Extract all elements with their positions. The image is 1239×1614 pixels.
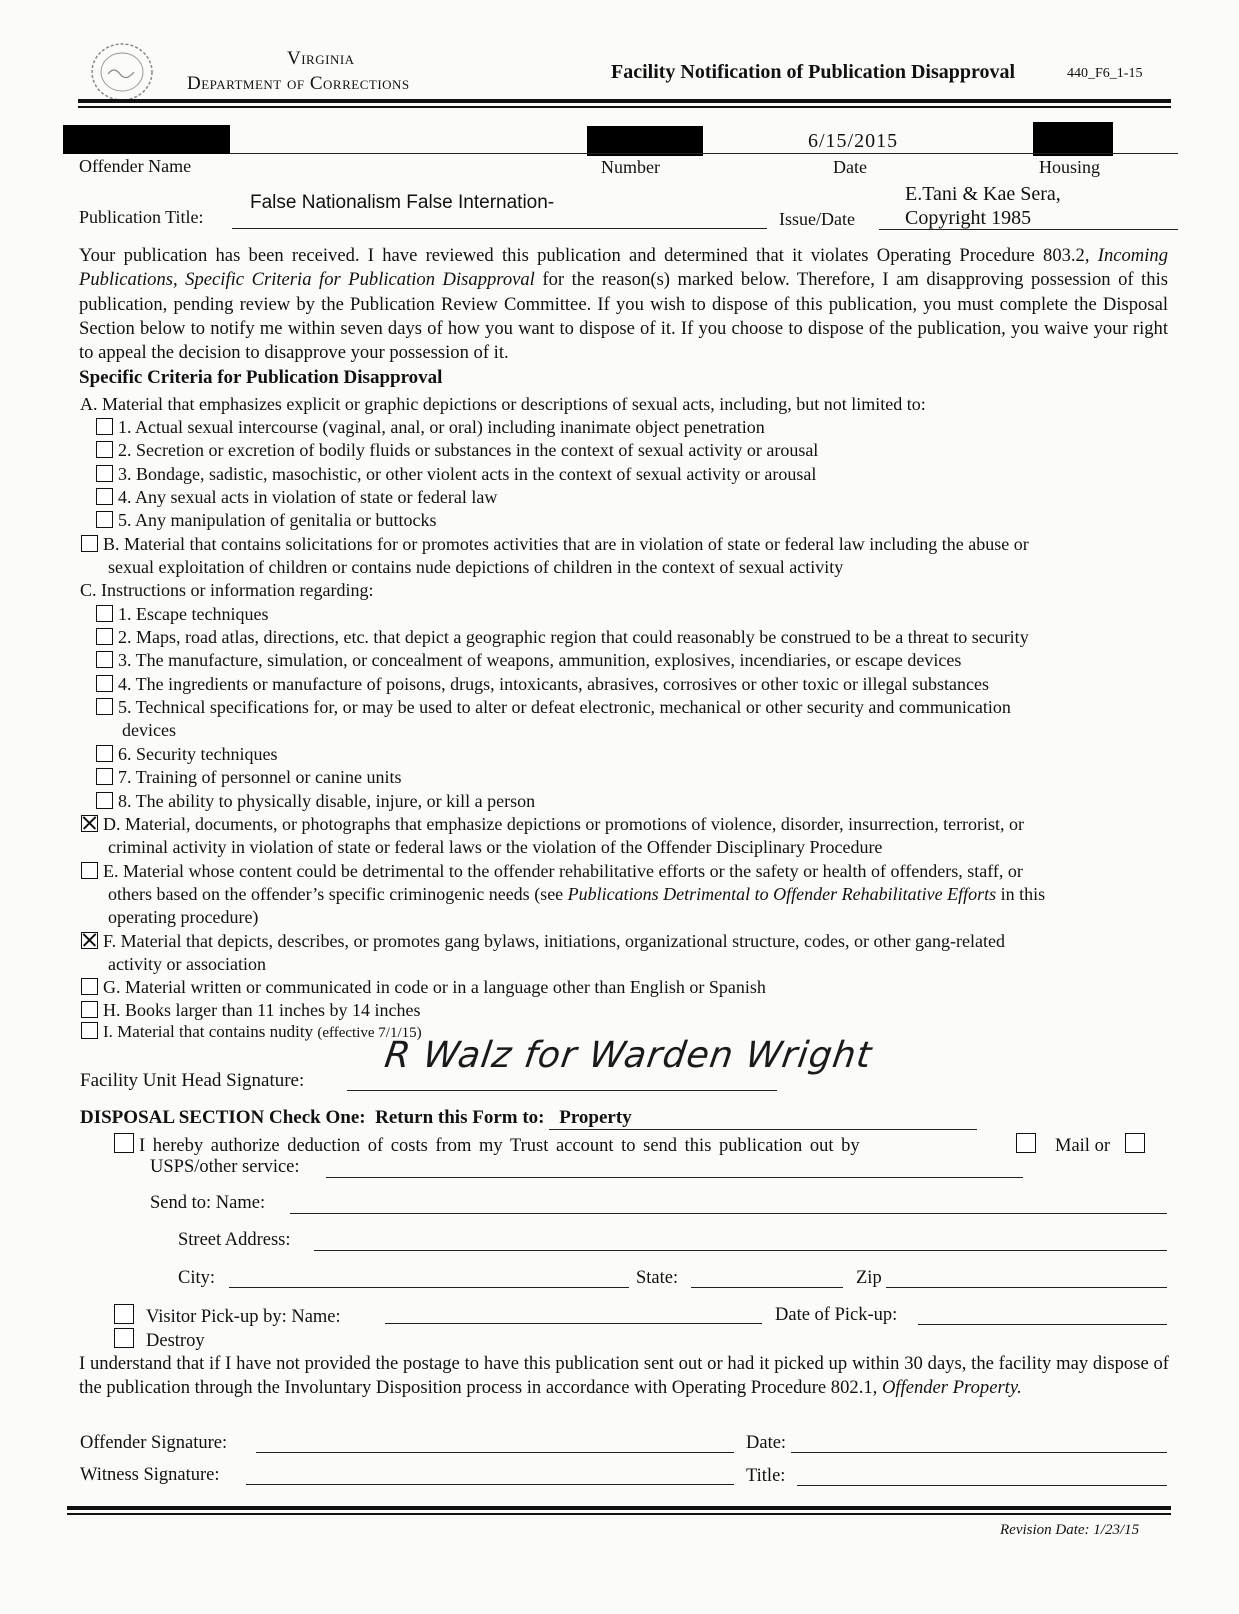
facility-signature[interactable]: R Walz for Warden Wright [382,1035,875,1076]
return-value[interactable]: Property [549,1107,977,1130]
intro-paragraph: Your publication has been received. I have reviewed this publication and determined that it violates Operating Procedure 803.2, Incoming Publications, Specific Criteria for Publication Disapproval for the reason(s) marked below. Therefore, I am disapproving possession of this publication, pending review by the Publication Review Committee. If you wish to dispose of this publication, you must complete the Disposal Section below to notify me within seven days of how you want to dispose of it. If you choose to dispose of the publication, you waive your right to appeal the decision to disapprove your possession of it. [79,245,1168,364]
form-title: Facility Notification of Publication Disapproval [611,61,1016,83]
publication-title-label: Publication Title: [79,207,204,227]
criteria-a5: 5. Any manipulation of genitalia or buttocks [96,509,436,531]
state-line[interactable] [691,1287,843,1288]
checkbox-usps[interactable] [1125,1133,1145,1153]
criteria-c8: 8. The ability to physically disable, injure, or kill a person [96,790,535,812]
criteria-c4: 4. The ingredients or manufacture of poisons, drugs, intoxicants, abrasives, corrosives or other toxic or illegal substances [96,673,989,695]
checkbox-f[interactable] [81,932,98,949]
facility-signature-label: Facility Unit Head Signature: [80,1070,305,1091]
criteria-b-cont: sexual exploitation of children or contains nude depictions of children in the context of sexual activity [108,557,844,577]
visitor-option: Visitor Pick-up by: Name: [114,1304,341,1328]
checkbox-c4[interactable] [96,675,113,692]
criteria-a3: 3. Bondage, sadistic, masochistic, or other violent acts in the context of sexual activity or arousal [96,463,816,485]
checkbox-c5[interactable] [96,698,113,715]
criteria-e: E. Material whose content could be detrimental to the offender rehabilitative efforts or the safety or health of offenders, staff, or [81,860,1023,882]
criteria-c: C. Instructions or information regarding: [80,580,374,600]
criteria-c6: 6. Security techniques [96,743,277,765]
criteria-b: B. Material that contains solicitations for or promotes activities that are in violation of state or federal law including the abuse or [81,533,1029,555]
offender-date-label: Date: [746,1433,787,1453]
checkbox-authorize[interactable] [114,1133,134,1153]
criteria-f: F. Material that depicts, describes, or promotes gang bylaws, initiations, organizational structure, codes, or other gang-related [81,930,1005,952]
criteria-a4: 4. Any sexual acts in violation of state or federal law [96,486,497,508]
checkbox-g[interactable] [81,978,98,995]
criteria-a: A. Material that emphasizes explicit or graphic depictions or descriptions of sexual acts, including, but not limited to: [80,394,926,414]
form-code: 440_F6_1-15 [1067,66,1143,81]
checkbox-c8[interactable] [96,792,113,809]
checkbox-visitor[interactable] [114,1304,134,1324]
housing-label: Housing [1039,157,1101,177]
disposal-heading: DISPOSAL SECTION Check One: Return this Form to: Property [80,1107,977,1130]
facility-signature-line [347,1090,777,1091]
witness-signature-line[interactable] [246,1484,734,1485]
criteria-g: G. Material written or communicated in code or in a language other than English or Spanish [81,976,766,998]
send-to-label: Send to: Name: [150,1193,266,1213]
agency-line1: Virginia [287,48,355,69]
offender-line [230,153,1178,154]
visitor-name-line[interactable] [385,1323,762,1324]
criteria-d-cont: criminal activity in violation of state or federal laws or the violation of the Offender Disciplinary Procedure [108,837,883,857]
criteria-c7: 7. Training of personnel or canine units [96,766,401,788]
checkbox-c6[interactable] [96,745,113,762]
witness-signature-label: Witness Signature: [80,1465,220,1485]
send-to-name-line[interactable] [290,1213,1167,1214]
checkbox-a3[interactable] [96,465,113,482]
checkbox-a1[interactable] [96,418,113,435]
checkbox-e[interactable] [81,862,98,879]
offender-signature-line[interactable] [256,1452,734,1453]
criteria-h: H. Books larger than 11 inches by 14 inches [81,999,420,1021]
criteria-c3: 3. The manufacture, simulation, or concealment of weapons, ammunition, explosives, incendiaries, or escape devices [96,649,961,671]
number-label: Number [601,157,660,177]
seal-logo [90,42,154,102]
criteria-a1: 1. Actual sexual intercourse (vaginal, anal, or oral) including inanimate object penetration [96,416,765,438]
redacted-name [63,125,230,154]
understand-paragraph: I understand that if I have not provided the postage to have this publication sent out or had it picked up within 30 days, the facility may dispose of the publication through the Involuntary Disposition process in accordance with Operating Procedure 802.1, Offender Property. [79,1353,1169,1399]
publication-title-line [232,228,767,229]
checkbox-destroy[interactable] [114,1328,134,1348]
checkbox-c2[interactable] [96,628,113,645]
criteria-c5-cont: devices [122,720,176,740]
criteria-f-cont: activity or association [108,954,266,974]
criteria-e-cont: others based on the offender’s specific criminogenic needs (see Publications Detrimental to Offender Rehabilitative Efforts in this [108,884,1046,904]
redacted-number [587,126,703,156]
checkbox-c1[interactable] [96,605,113,622]
checkbox-c7[interactable] [96,768,113,785]
header-rule-thin [78,106,1171,108]
revision-date: Revision Date: 1/23/15 [1000,1522,1140,1538]
checkbox-c3[interactable] [96,651,113,668]
pickup-date-line[interactable] [918,1324,1167,1325]
zip-label: Zip [856,1268,882,1288]
checkbox-d[interactable] [81,815,98,832]
zip-line[interactable] [886,1287,1167,1288]
usps-label: USPS/other service: [150,1157,300,1177]
city-label: City: [178,1268,216,1288]
redacted-housing [1033,122,1113,156]
criteria-heading: Specific Criteria for Publication Disapproval [79,367,443,388]
pickup-date-label: Date of Pick-up: [775,1305,898,1325]
checkbox-a2[interactable] [96,441,113,458]
footer-rule-thin [67,1513,1171,1515]
criteria-c2: 2. Maps, road atlas, directions, etc. that depict a geographic region that could reasonably be construed to be a threat to security [96,626,1029,648]
mail-option: Mail or [1016,1133,1150,1157]
footer-rule-thick [67,1506,1171,1510]
criteria-c5: 5. Technical specifications for, or may be used to alter or defeat electronic, mechanical or other security and communication [96,696,1011,718]
checkbox-b[interactable] [81,535,98,552]
checkbox-a5[interactable] [96,511,113,528]
issue-date-line [879,229,1178,230]
agency-line2: Department of Corrections [187,73,410,94]
checkbox-h[interactable] [81,1001,98,1018]
destroy-option: Destroy [114,1328,205,1352]
offender-date-line[interactable] [791,1452,1167,1453]
issue-date-label: Issue/Date [779,209,855,229]
issue-value-line1[interactable]: E.Tani & Kae Sera, [905,183,1061,205]
street-address-label: Street Address: [178,1230,291,1250]
offender-name-label: Offender Name [79,156,192,176]
criteria-e-cont2: operating procedure) [108,907,259,927]
street-address-line[interactable] [314,1250,1167,1251]
checkbox-a4[interactable] [96,488,113,505]
usps-line[interactable] [326,1177,1023,1178]
authorize-option: I hereby authorize deduction of costs from my Trust account to send this publication out by [114,1133,860,1157]
state-label: State: [636,1268,679,1288]
header-rule-thick [78,99,1171,103]
city-line[interactable] [229,1287,629,1288]
criteria-d: D. Material, documents, or photographs that emphasize depictions or promotions of violence, disorder, insurrection, terrorist, or [81,813,1024,835]
date-label: Date [833,157,867,177]
offender-signature-label: Offender Signature: [80,1433,228,1453]
date-value[interactable]: 6/15/2015 [808,130,899,152]
criteria-c1: 1. Escape techniques [96,603,268,625]
checkbox-mail[interactable] [1016,1133,1036,1153]
witness-title-label: Title: [746,1466,786,1486]
publication-title-value[interactable]: False Nationalism False Internation- [250,192,555,213]
criteria-i: I. Material that contains nudity (effective 7/1/15) [81,1021,422,1044]
criteria-a2: 2. Secretion or excretion of bodily fluids or substances in the context of sexual activity or arousal [96,439,818,461]
issue-value-line2[interactable]: Copyright 1985 [905,207,1032,229]
checkbox-i[interactable] [81,1022,98,1039]
witness-title-line[interactable] [797,1485,1167,1486]
